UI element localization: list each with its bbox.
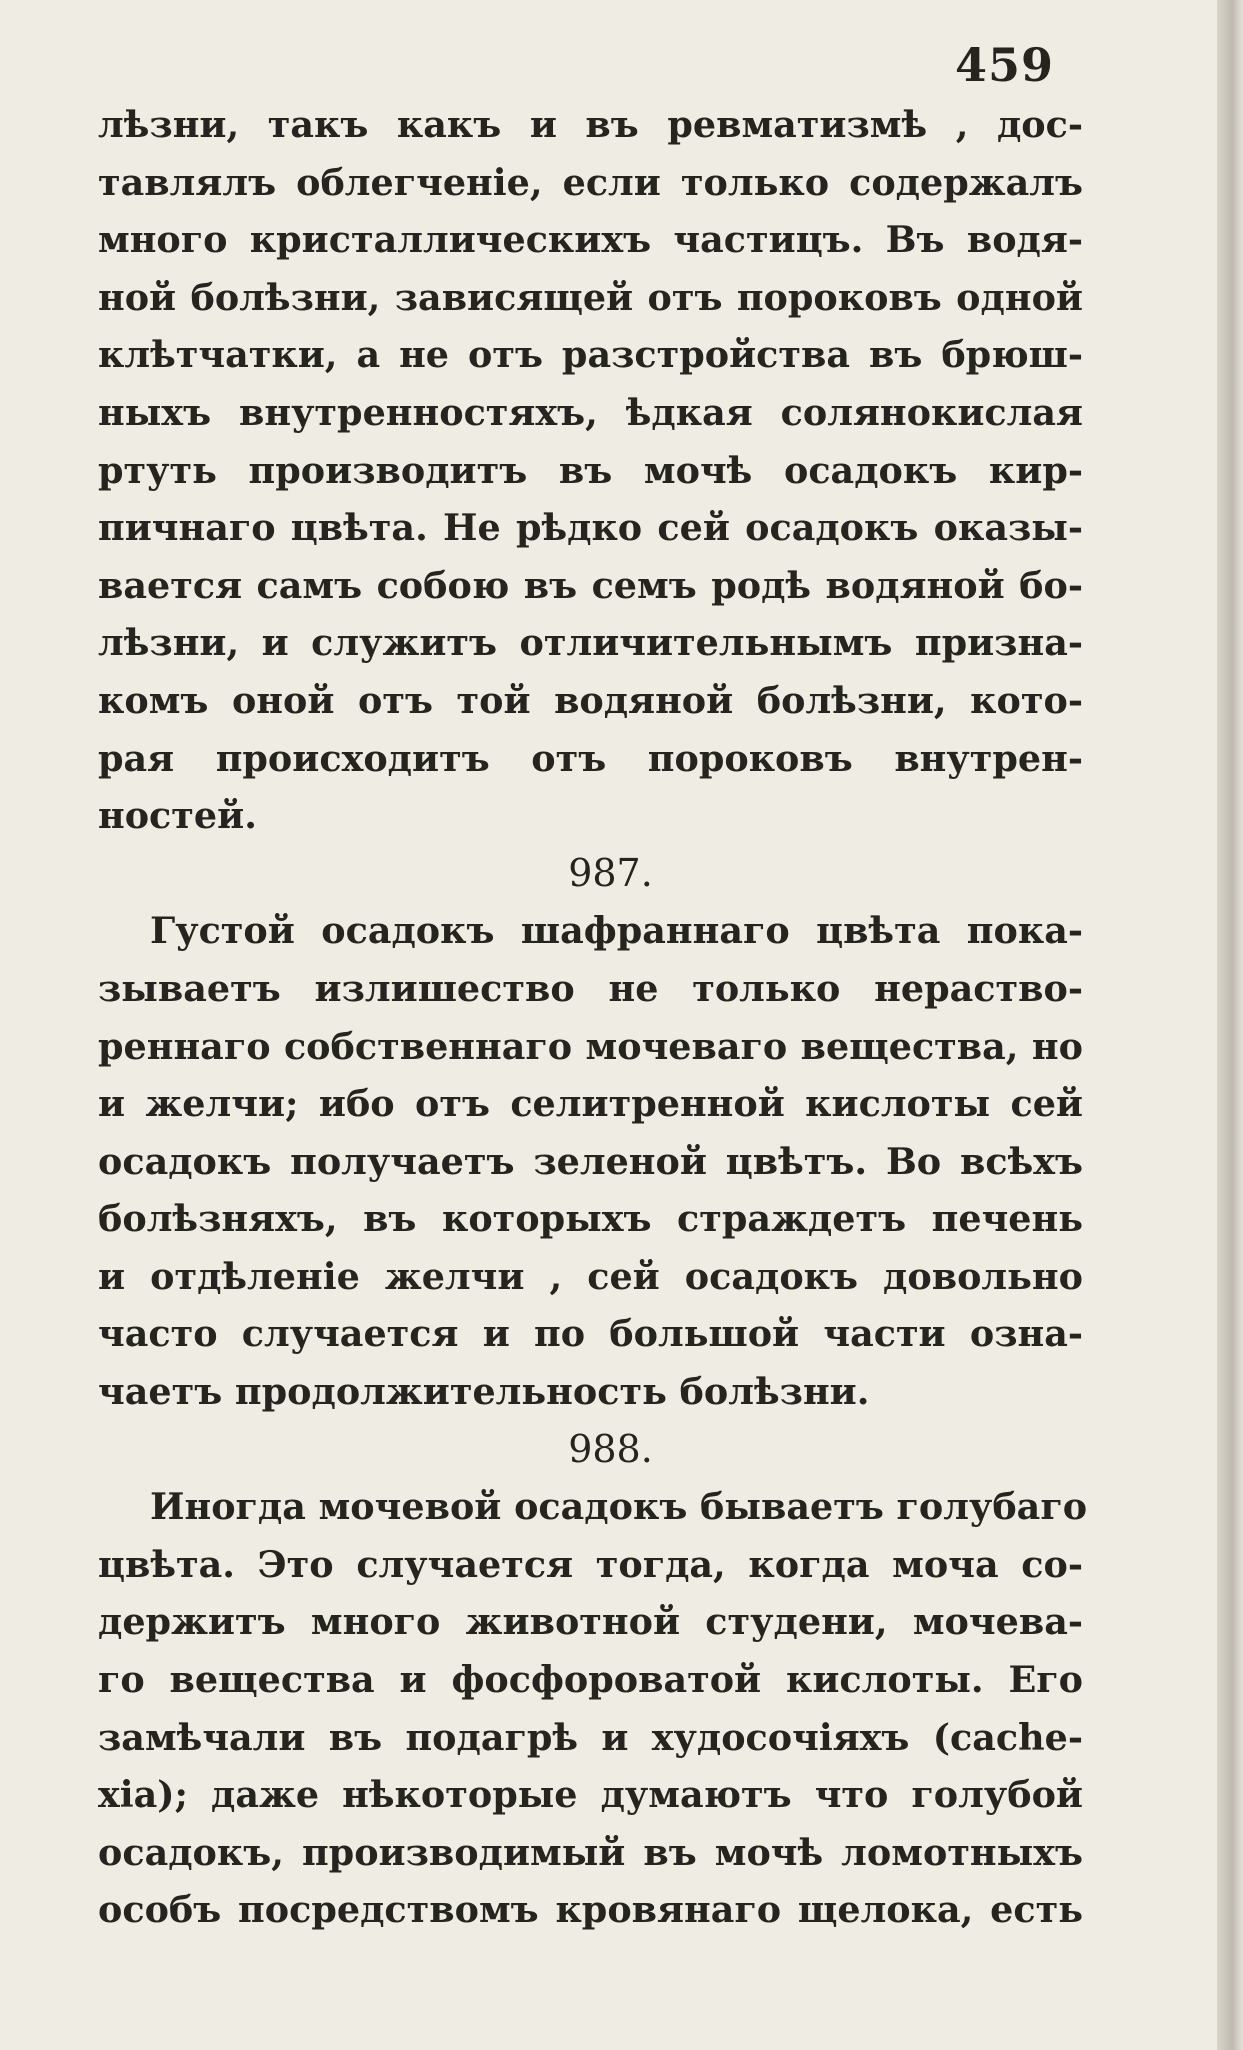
text-line: замѣчали въ подагрѣ и худосочіяхъ (cache- — [98, 1715, 1083, 1759]
section-number-988: 988. — [568, 1426, 653, 1471]
text-line: и отдѣленіе желчи , сей осадокъ довольно — [98, 1254, 1083, 1298]
text-line: чаетъ продолжительность болѣзни. — [98, 1370, 870, 1414]
text-line: осадокъ, производимый въ мочѣ ломотныхъ — [98, 1830, 1083, 1874]
text-line: ностей. — [98, 794, 257, 838]
text-line: ной болѣзни, зависящей отъ пороковъ одной — [98, 275, 1083, 319]
text-line: комъ оной отъ той водяной болѣзни, кото- — [98, 678, 1083, 722]
text-line: клѣтчатки, а не отъ разстройства въ брюш- — [98, 333, 1083, 377]
text-line: держитъ много животной студени, мочева- — [98, 1600, 1083, 1644]
text-line: ртуть производитъ въ мочѣ осадокъ кир- — [98, 448, 1083, 492]
section-number-987: 987. — [568, 850, 653, 895]
page-edge-shadow — [1217, 0, 1243, 2050]
text-line: реннаго собственнаго мочеваго вещества, но — [98, 1024, 1083, 1068]
text-line: рая происходитъ отъ пороковъ внутрен- — [98, 736, 1083, 780]
text-line: Иногда мочевой осадокъ бываетъ голубаго — [150, 1485, 1088, 1529]
text-line: вается самъ собою въ семъ родѣ водяной бо- — [98, 563, 1083, 607]
text-line: цвѣта. Это случается тогда, когда моча со- — [98, 1542, 1083, 1586]
text-line: ныхъ внутренностяхъ, ѣдкая солянокислая — [98, 390, 1083, 434]
text-line: зываетъ излишество не только нераство- — [98, 966, 1083, 1010]
text-line: xia); даже нѣкоторые думаютъ что голубой — [98, 1773, 1083, 1817]
text-line: тавлялъ облегченіе, если только содержалъ — [98, 160, 1083, 204]
text-line: осадокъ получаетъ зеленой цвѣтъ. Во всѣхъ — [98, 1139, 1083, 1183]
text-line: лѣзни, такъ какъ и въ ревматизмѣ , дос- — [98, 103, 1083, 146]
text-line: много кристаллическихъ частицъ. Въ водя- — [98, 218, 1083, 262]
text-line: лѣзни, и служитъ отличительнымъ призна- — [98, 621, 1083, 665]
text-line: и желчи; ибо отъ селитренной кислоты сей — [98, 1082, 1083, 1126]
text-line: болѣзняхъ, въ которыхъ страждетъ печень — [98, 1197, 1083, 1241]
text-line: особъ посредствомъ кровянаго щелока, есть — [98, 1888, 1083, 1932]
page-text — [98, 96, 1088, 1939]
text-line: часто случается и по большой части озна- — [98, 1312, 1083, 1356]
text-line: Густой осадокъ шафраннаго цвѣта пока- — [150, 909, 1083, 953]
text-line: пичнаго цвѣта. Не рѣдко сей осадокъ оказы- — [98, 506, 1083, 550]
text-line: го вещества и фосфороватой кислоты. Его — [98, 1658, 1083, 1702]
page-number: 459 — [955, 38, 1055, 92]
